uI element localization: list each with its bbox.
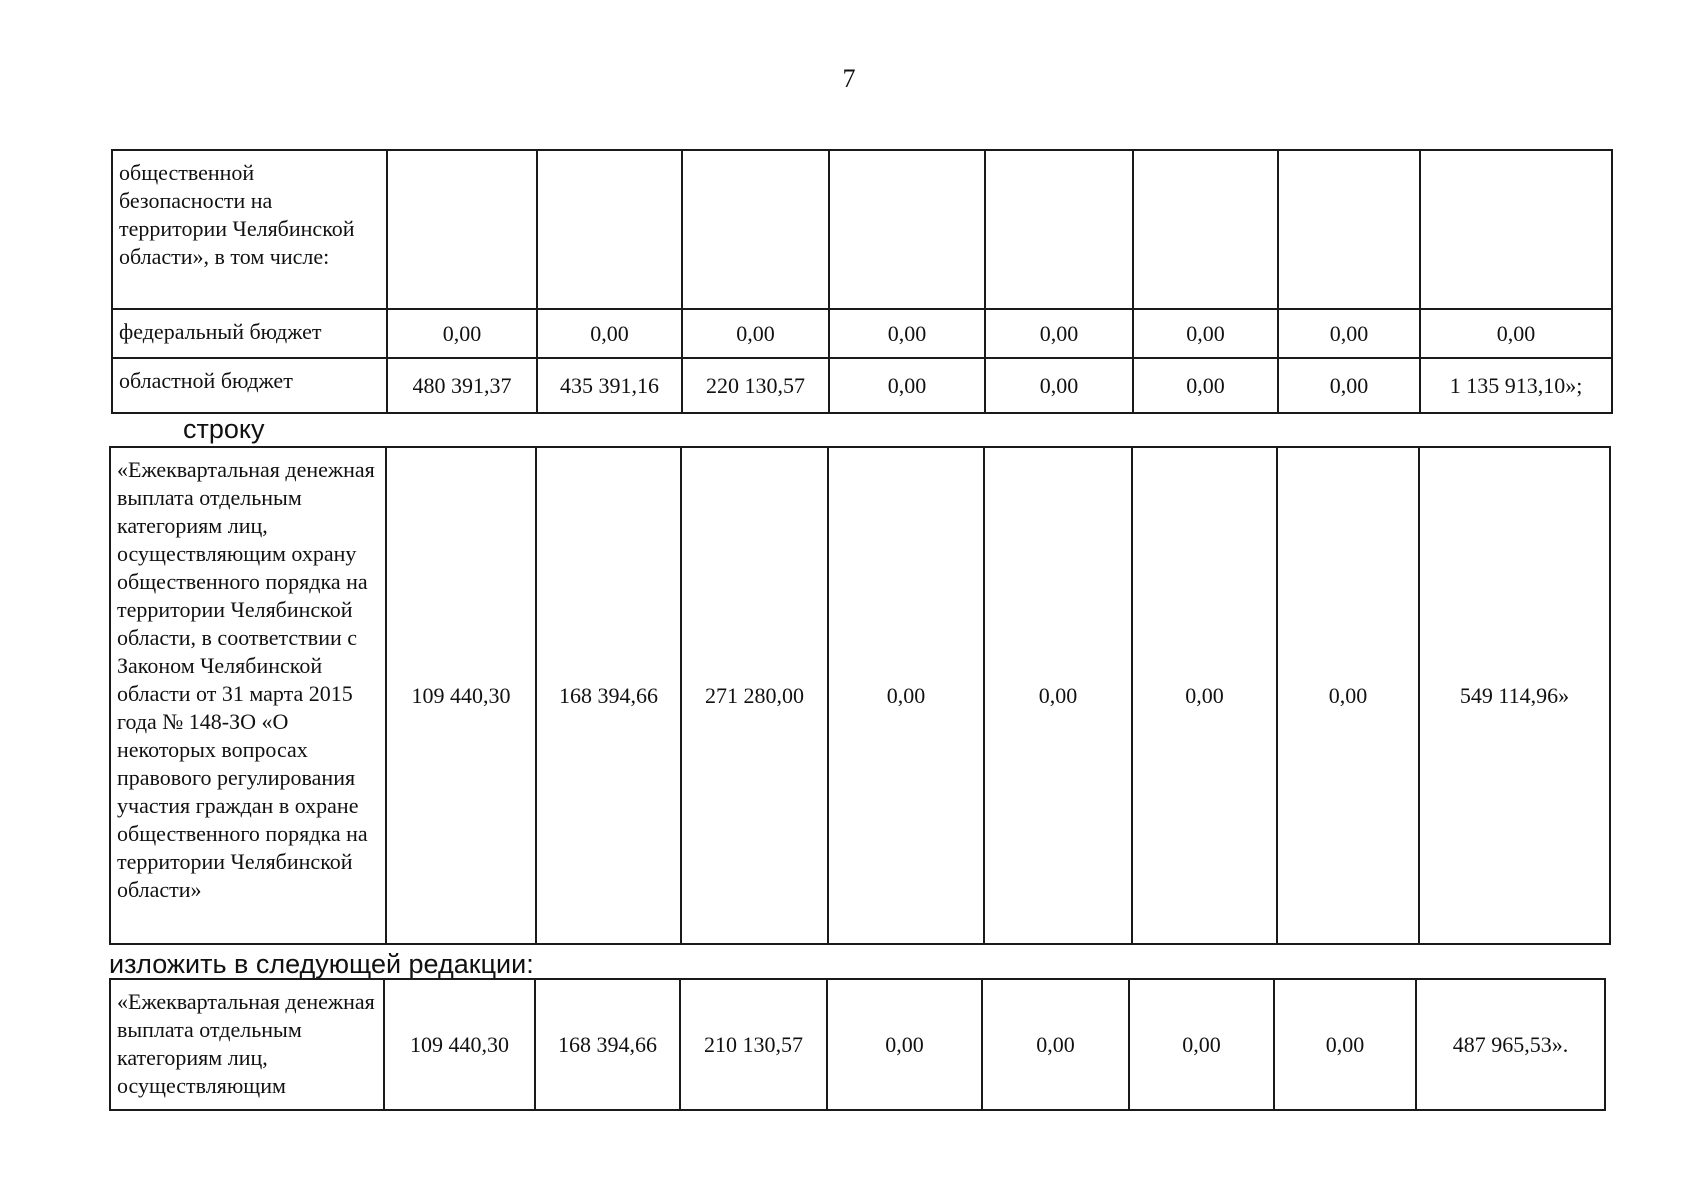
value-cell — [829, 150, 985, 309]
value-cell: 0,00 — [828, 447, 984, 944]
value-cell: 0,00 — [1277, 447, 1419, 944]
caption-stroku: строку — [183, 414, 265, 444]
value-cell: 0,00 — [1132, 447, 1277, 944]
value-cell: 0,00 — [984, 447, 1132, 944]
value-cell: 1 135 913,10»; — [1420, 358, 1612, 413]
value-cell — [1133, 150, 1278, 309]
value-cell: 0,00 — [1278, 309, 1420, 358]
value-cell: 549 114,96» — [1419, 447, 1610, 944]
value-cell — [682, 150, 829, 309]
value-cell — [1420, 150, 1612, 309]
row-label: областной бюджет — [112, 358, 387, 413]
value-cell — [387, 150, 537, 309]
value-cell: 109 440,30 — [384, 979, 535, 1110]
value-cell: 0,00 — [982, 979, 1129, 1110]
row-label: «Ежеквартальная денежная выплата отдельным категориям лиц, осуществляющим охрану общественного порядка на территории Челябинской области, в соответствии с Законом Челябинской области от 31 марта 2015 года № 148-ЗО «О некоторых вопросах правового регулирования участия граждан в охране общественного порядка на территории Челябинской области» — [110, 447, 386, 944]
row-label: «Ежеквартальная денежная выплата отдельным категориям лиц, осуществляющим — [110, 979, 384, 1110]
value-cell: 0,00 — [1274, 979, 1416, 1110]
value-cell: 220 130,57 — [682, 358, 829, 413]
budget-table-2 — [109, 446, 1611, 945]
value-cell: 0,00 — [1133, 358, 1278, 413]
page-number: 7 — [842, 64, 856, 93]
row-label: общественной безопасности на территории Челябинской области», в том числе: — [112, 150, 387, 309]
value-cell: 0,00 — [537, 309, 682, 358]
row-label: федеральный бюджет — [112, 309, 387, 358]
budget-table-1 — [111, 149, 1613, 414]
value-cell: 109 440,30 — [386, 447, 536, 944]
value-cell: 0,00 — [682, 309, 829, 358]
value-cell: 0,00 — [829, 309, 985, 358]
value-cell: 0,00 — [1420, 309, 1612, 358]
value-cell: 0,00 — [387, 309, 537, 358]
value-cell: 0,00 — [827, 979, 982, 1110]
table-row — [110, 979, 1605, 1110]
value-cell: 480 391,37 — [387, 358, 537, 413]
value-cell: 435 391,16 — [537, 358, 682, 413]
value-cell — [537, 150, 682, 309]
table-row — [110, 447, 1610, 944]
value-cell: 168 394,66 — [535, 979, 680, 1110]
table-row — [112, 309, 1612, 358]
value-cell: 0,00 — [1133, 309, 1278, 358]
value-cell: 0,00 — [829, 358, 985, 413]
value-cell: 0,00 — [985, 309, 1133, 358]
table-row — [112, 150, 1612, 309]
value-cell: 0,00 — [1129, 979, 1274, 1110]
caption-edit: изложить в следующей редакции: — [109, 949, 534, 979]
budget-table-3 — [109, 978, 1606, 1111]
table-row — [112, 358, 1612, 413]
value-cell: 0,00 — [985, 358, 1133, 413]
value-cell: 0,00 — [1278, 358, 1420, 413]
value-cell: 271 280,00 — [681, 447, 828, 944]
value-cell: 487 965,53». — [1416, 979, 1605, 1110]
value-cell — [1278, 150, 1420, 309]
value-cell: 210 130,57 — [680, 979, 827, 1110]
value-cell: 168 394,66 — [536, 447, 681, 944]
value-cell — [985, 150, 1133, 309]
